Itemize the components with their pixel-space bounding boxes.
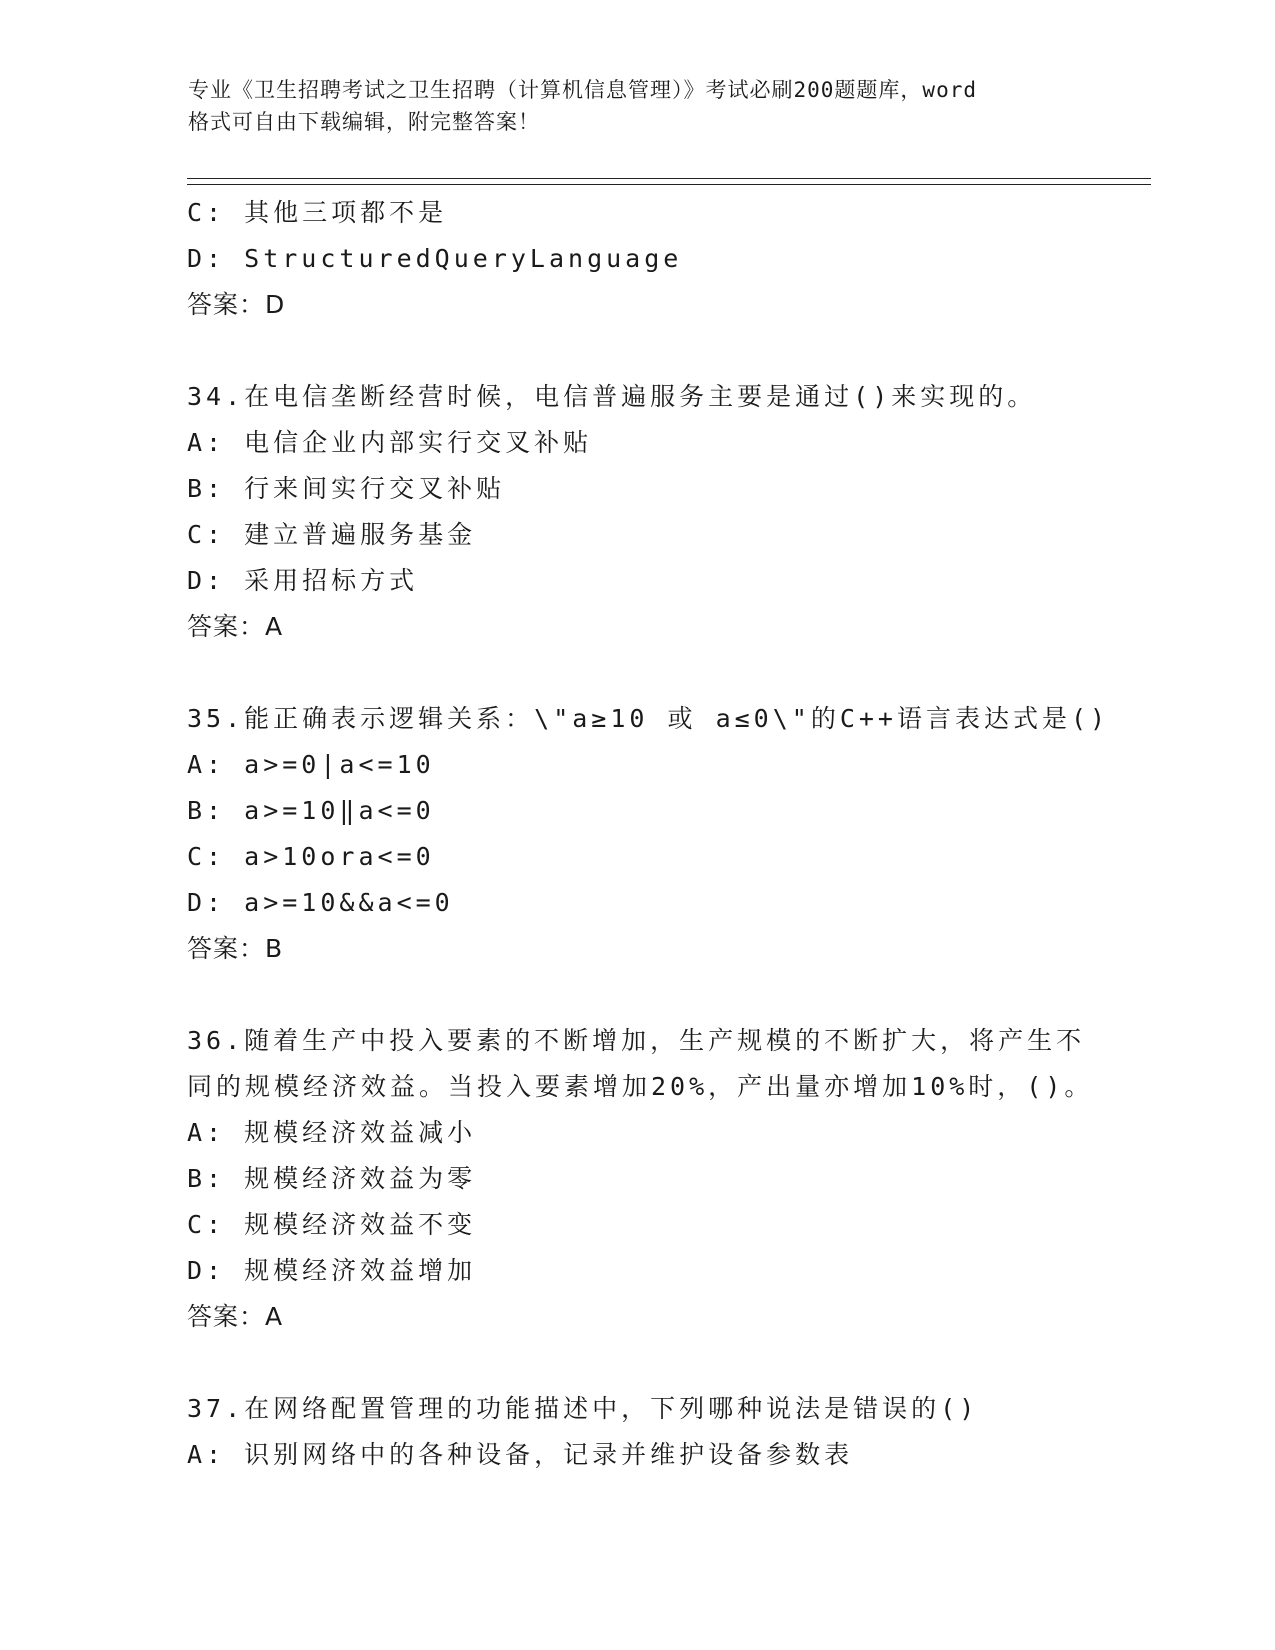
header-divider-top: [187, 178, 1151, 179]
question-stem: 35.能正确表示逻辑关系：\"a≥10 或 a≤0\"的C++语言表达式是(): [187, 704, 1110, 733]
option-b: B: a>=10‖a<=0: [187, 796, 435, 825]
answer-line: 答案：D: [187, 290, 286, 319]
option-d: D: StructuredQueryLanguage: [187, 244, 683, 273]
option-a: A: 规模经济效益减小: [187, 1118, 477, 1147]
option-a: A: 识别网络中的各种设备，记录并维护设备参数表: [187, 1440, 854, 1469]
question-stem-line-1: 36.随着生产中投入要素的不断增加，生产规模的不断扩大，将产生不: [187, 1026, 1086, 1055]
option-d: D: 规模经济效益增加: [187, 1256, 477, 1285]
option-a: A: a>=0|a<=10: [187, 750, 435, 779]
header-divider-bottom: [187, 184, 1151, 185]
question-35: [187, 696, 1147, 972]
option-c: C: 建立普遍服务基金: [187, 520, 477, 549]
option-b: B: 规模经济效益为零: [187, 1164, 477, 1193]
answer-line: 答案：A: [187, 612, 284, 641]
question-stem: 37.在网络配置管理的功能描述中，下列哪种说法是错误的(): [187, 1394, 979, 1423]
question-list: [187, 190, 1147, 1478]
option-c: C: a>10ora<=0: [187, 842, 435, 871]
question-36: [187, 1018, 1147, 1340]
header-title-line-2: 格式可自由下载编辑，附完整答案！: [188, 110, 540, 134]
carryover-question: [187, 190, 1147, 328]
document-header: [188, 74, 1088, 138]
question-stem-line-2: 同的规模经济效益。当投入要素增加20%，产出量亦增加10%时，()。: [187, 1072, 1094, 1101]
option-a: A: 电信企业内部实行交叉补贴: [187, 428, 593, 457]
answer-line: 答案：B: [187, 934, 284, 963]
option-b: B: 行来间实行交叉补贴: [187, 474, 506, 503]
question-stem: 34.在电信垄断经营时候，电信普遍服务主要是通过()来实现的。: [187, 382, 1037, 411]
question-34: [187, 374, 1147, 650]
option-c: C: 规模经济效益不变: [187, 1210, 477, 1239]
option-d: D: a>=10&&a<=0: [187, 888, 454, 917]
option-d: D: 采用招标方式: [187, 566, 419, 595]
question-37: [187, 1386, 1147, 1478]
answer-line: 答案：A: [187, 1302, 284, 1331]
option-c: C: 其他三项都不是: [187, 198, 448, 227]
header-title-line-1: 专业《卫生招聘考试之卫生招聘（计算机信息管理）》考试必刷200题题库，word: [188, 78, 977, 102]
